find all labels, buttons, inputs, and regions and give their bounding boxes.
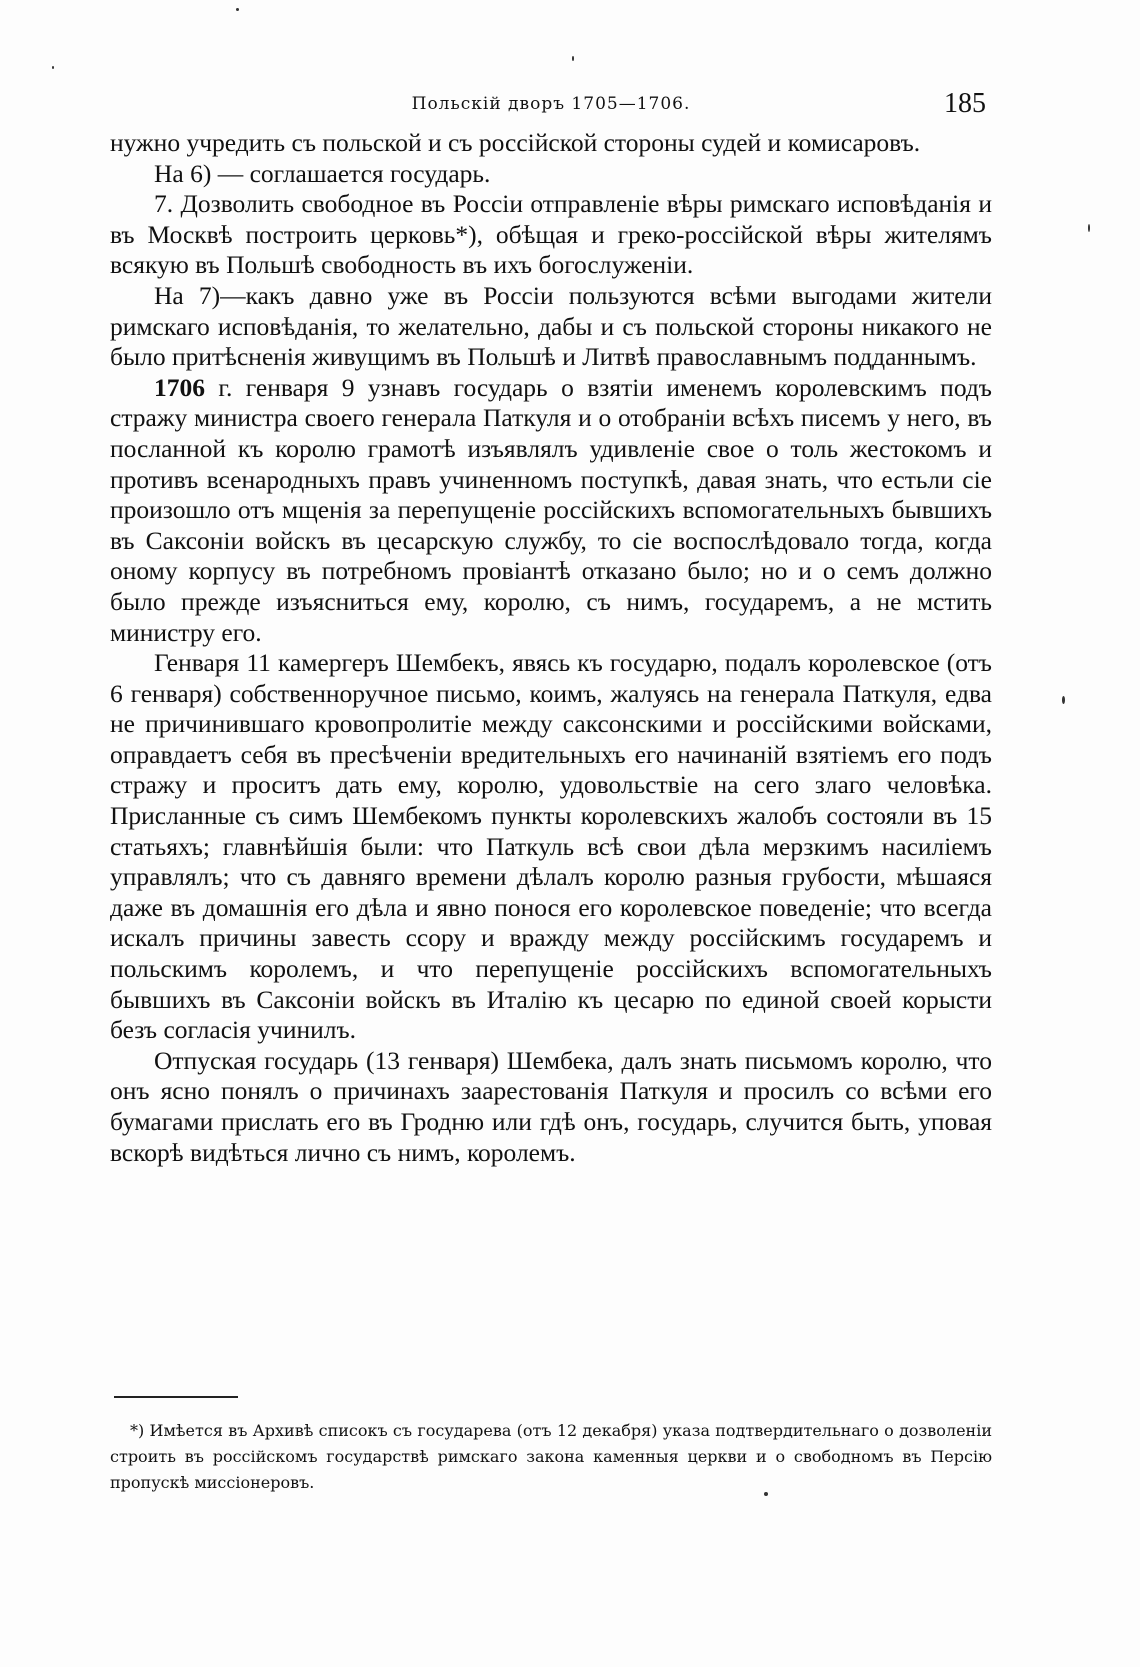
paragraph-continuation bbox=[110, 128, 992, 159]
year-lead: 1706 bbox=[154, 372, 205, 402]
scan-speck bbox=[1088, 224, 1090, 232]
footnote-rule bbox=[114, 1396, 238, 1398]
paragraph-1706-entry bbox=[110, 373, 992, 648]
paragraph-text: 7. Дозволить свободное въ Россіи отправленіе вѣры римскаго исповѣданія и въ Москвѣ построить церковь*), обѣщая и греко-россійской вѣры жителямъ всякую въ Польшѣ свободность въ ихъ богослуженіи. bbox=[110, 189, 992, 280]
paragraph-text: Генваря 11 камергеръ Шембекъ, явясь къ государю, подалъ королевское (отъ 6 генваря) собственноручное письмо, коимъ, жалуясь на генерала Паткуля, едва не причинившаго кровопролитіе между саксонскими и россійскими войсками, оправдаетъ себя въ пресѣченіи вредительныхъ его начинаній взятіемъ его подъ стражу и проситъ дать ему, королю, удовольствіе на сего злаго человѣка. Присланные съ симъ Шембекомъ пункты королевскихъ жалобъ состояли въ 15 статьяхъ; главнѣйшія были: что Паткуль всѣ свои дѣла мерзкимъ насиліемъ управлялъ; что съ давняго времени дѣлалъ королю разныя грубости, мѣшаяся даже въ домашнія его дѣла и явно понося его королевское поведеніе; что всегда искалъ причины завесть ссору и вражду между россійскимъ государемъ и польскимъ королемъ, и что перепущеніе россійскихъ вспомогательныхъ бывшихъ въ Саксоніи войскъ въ Италію къ цесарю по единой своей корысти безъ согласія учинилъ. bbox=[110, 648, 992, 1045]
page-number: 185 bbox=[944, 88, 986, 119]
footnote-text: *) Имѣется въ Архивѣ списокъ съ государева (отъ 12 декабря) указа подтвердительнаго о дозволеніи строить въ россійскомъ государствѣ римскаго закона каменныя церкви и о свободномъ въ Персію пропускѣ миссіонеровъ. bbox=[110, 1421, 992, 1492]
paragraph-reply-6 bbox=[110, 159, 992, 190]
running-head bbox=[110, 88, 992, 122]
paragraph-article-7 bbox=[110, 189, 992, 281]
paragraph-text: На 7)—какъ давно уже въ Россіи пользуются всѣми выгодами жители римскаго исповѣданія, то желательно, дабы и съ польской стороны никакого не было притѣсненія живущимъ въ Польшѣ и Литвѣ православнымъ подданнымъ. bbox=[110, 280, 992, 372]
scan-speck bbox=[52, 66, 54, 69]
paragraph-text: Отпуская государь (13 генваря) Шембека, далъ знать письмомъ королю, что онъ ясно понялъ о причинахъ заарестованія Паткуля и просилъ со всѣми его бумагами прислать его въ Гродню или гдѣ онъ, государь, случится быть, уповая вскорѣ видѣться лично съ нимъ, королемъ. bbox=[110, 1045, 992, 1167]
paragraph-reply-7 bbox=[110, 281, 992, 373]
paragraph-text: г. генваря 9 узнавъ государь о взятіи именемъ королевскимъ подъ стражу министра своего генерала Паткуля и о отобраніи всѣхъ писемъ у него, въ посланной къ королю грамотѣ изъявлялъ удивленіе свое о толь жестокомъ и противъ всенародныхъ правъ учиненномъ поступкѣ, давая знать, что естьли сіе произошло отъ мщенія за перепущеніе россійскихъ вспомогательныхъ бывшихъ въ Саксоніи войскъ въ цесарскую службу, то сіе воспослѣдовало тогда, когда оному корпусу въ потребномъ провіантѣ отказано было; но и о семъ должно было прежде изъясниться ему, королю, съ нимъ, государемъ, а не мстить министру его. bbox=[110, 372, 992, 647]
paragraph-january-13 bbox=[110, 1046, 992, 1168]
paragraph-text: нужно учредить съ польской и съ россійской стороны судей и комисаровъ. bbox=[110, 128, 921, 157]
scan-speck bbox=[1062, 696, 1065, 704]
scan-speck bbox=[572, 56, 574, 61]
body-text bbox=[110, 128, 992, 1168]
scan-speck bbox=[236, 8, 239, 11]
paragraph-text: На 6) — соглашается государь. bbox=[154, 158, 491, 188]
scan-speck bbox=[764, 1492, 768, 1496]
running-title: Польскій дворъ 1705—1706. bbox=[411, 94, 691, 114]
paragraph-january-11 bbox=[110, 648, 992, 1046]
footnote bbox=[110, 1418, 992, 1496]
